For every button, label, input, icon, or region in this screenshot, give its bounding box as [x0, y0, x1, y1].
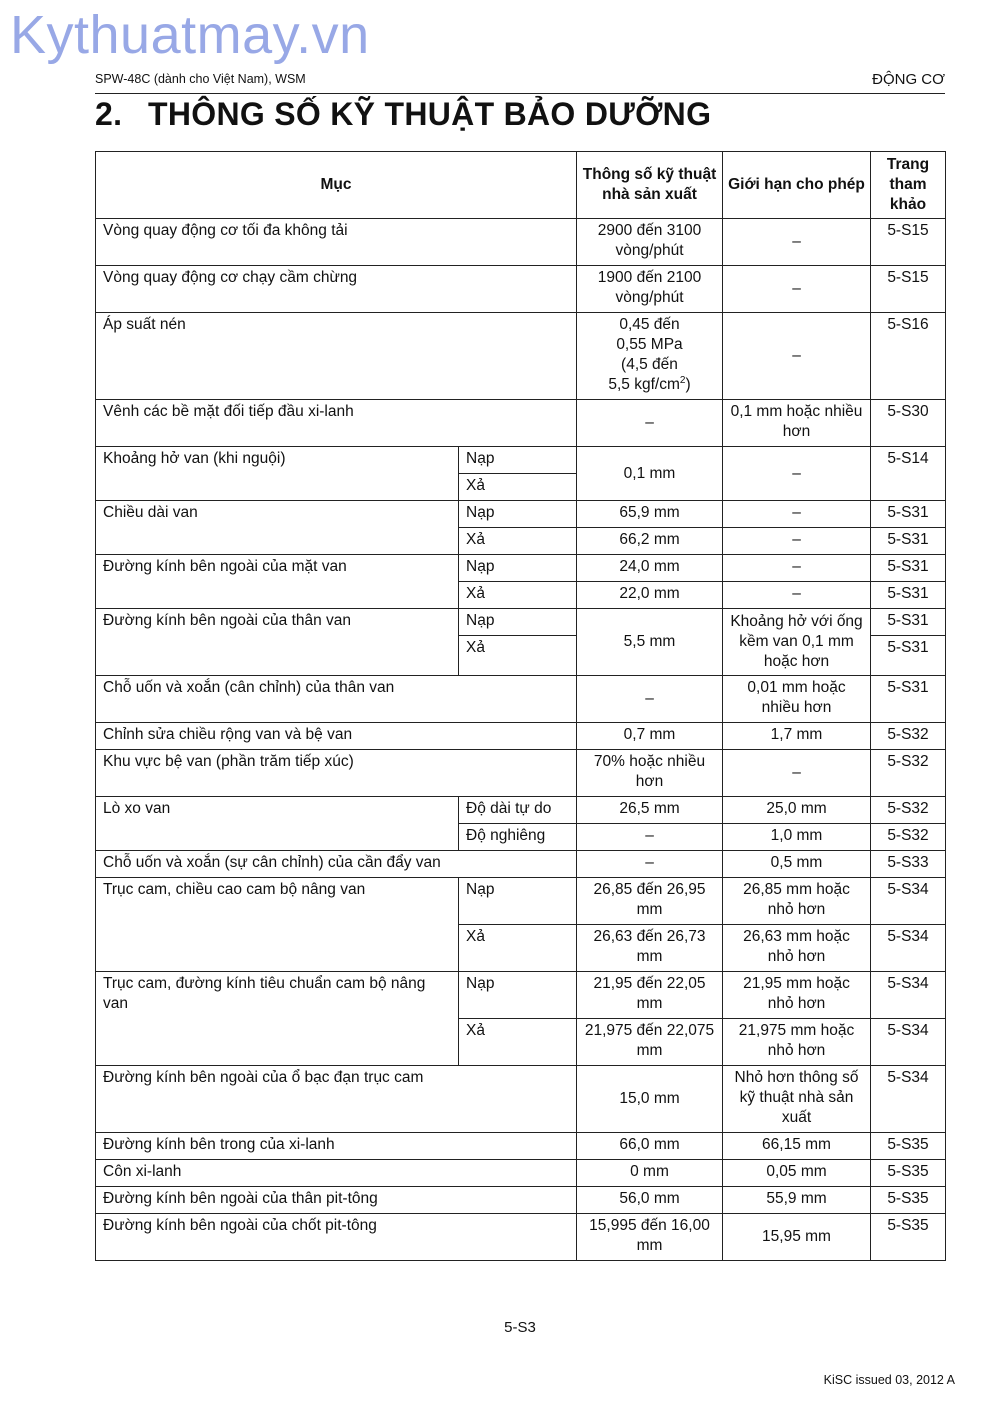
cell-spec: 26,85 đến 26,95 mm	[577, 878, 723, 925]
cell-item: Vòng quay động cơ chạy cầm chừng	[96, 266, 577, 313]
cell-limit: –	[723, 582, 871, 609]
cell-limit: 66,15 mm	[723, 1133, 871, 1160]
cell-limit: –	[723, 447, 871, 501]
header-limit: Giới hạn cho phép	[723, 152, 871, 219]
cell-sub: Độ dài tự do	[459, 797, 577, 824]
table-row	[96, 219, 946, 266]
cell-spec: 56,0 mm	[577, 1187, 723, 1214]
cell-spec: 1900 đến 2100 vòng/phút	[577, 266, 723, 313]
cell-page: 5-S33	[871, 851, 946, 878]
table-row	[96, 266, 946, 313]
cell-spec: 21,95 đến 22,05 mm	[577, 972, 723, 1019]
table-header-row	[96, 152, 946, 219]
cell-item: Đường kính bên ngoài của thân van	[96, 609, 459, 676]
cell-page: 5-S16	[871, 313, 946, 400]
cell-sub: Độ nghiêng	[459, 824, 577, 851]
cell-page: 5-S31	[871, 501, 946, 528]
cell-item: Chỉnh sửa chiều rộng van và bệ van	[96, 723, 577, 750]
cell-page: 5-S32	[871, 723, 946, 750]
cell-item: Khoảng hở van (khi nguội)	[96, 447, 459, 501]
table-row	[96, 1214, 946, 1261]
cell-page: 5-S34	[871, 1066, 946, 1133]
cell-spec: 66,0 mm	[577, 1133, 723, 1160]
table-row	[96, 878, 946, 925]
cell-page: 5-S32	[871, 750, 946, 797]
header-item: Mục	[96, 152, 577, 219]
cell-spec: –	[577, 400, 723, 447]
cell-spec: 26,5 mm	[577, 797, 723, 824]
cell-spec: 5,5 mm	[577, 609, 723, 676]
maintenance-spec-table	[95, 151, 946, 1261]
cell-limit: 26,85 mm hoặc nhỏ hơn	[723, 878, 871, 925]
cell-sub: Nạp	[459, 878, 577, 925]
cell-page: 5-S35	[871, 1214, 946, 1261]
cell-spec: –	[577, 676, 723, 723]
cell-spec: 22,0 mm	[577, 582, 723, 609]
cell-sub: Xả	[459, 474, 577, 501]
cell-page: 5-S31	[871, 582, 946, 609]
cell-spec: 15,995 đến 16,00 mm	[577, 1214, 723, 1261]
page-number: 5-S3	[504, 1319, 536, 1336]
cell-page: 5-S31	[871, 609, 946, 636]
cell-page: 5-S15	[871, 219, 946, 266]
cell-page: 5-S34	[871, 972, 946, 1019]
cell-limit: Nhỏ hơn thông số kỹ thuật nhà sản xuất	[723, 1066, 871, 1133]
cell-page: 5-S32	[871, 797, 946, 824]
cell-spec: 65,9 mm	[577, 501, 723, 528]
cell-page: 5-S31	[871, 636, 946, 676]
cell-spec: 70% hoặc nhiều hơn	[577, 750, 723, 797]
cell-item: Đường kính bên ngoài của chốt pit-tông	[96, 1214, 577, 1261]
cell-page: 5-S15	[871, 266, 946, 313]
table-row	[96, 851, 946, 878]
cell-limit: 1,7 mm	[723, 723, 871, 750]
cell-item: Trục cam, chiều cao cam bộ nâng van	[96, 878, 459, 972]
cell-item: Đường kính bên ngoài của mặt van	[96, 555, 459, 609]
issue-note: KiSC issued 03, 2012 A	[823, 1373, 955, 1387]
cell-page: 5-S35	[871, 1133, 946, 1160]
cell-spec: 0,1 mm	[577, 447, 723, 501]
table-row	[96, 972, 946, 1019]
table-row	[96, 1160, 946, 1187]
watermark: Kythuatmay.vn	[10, 5, 370, 65]
table-row	[96, 313, 946, 400]
cell-spec: –	[577, 851, 723, 878]
cell-page: 5-S30	[871, 400, 946, 447]
cell-limit: 0,01 mm hoặc nhiều hơn	[723, 676, 871, 723]
cell-spec: 26,63 đến 26,73 mm	[577, 925, 723, 972]
cell-spec: 15,0 mm	[577, 1066, 723, 1133]
cell-limit: –	[723, 266, 871, 313]
table-row	[96, 447, 946, 474]
cell-sub: Xả	[459, 925, 577, 972]
cell-limit: 21,95 mm hoặc nhỏ hơn	[723, 972, 871, 1019]
section-title	[95, 96, 711, 133]
cell-limit: 15,95 mm	[723, 1214, 871, 1261]
cell-page: 5-S32	[871, 824, 946, 851]
cell-sub: Xả	[459, 636, 577, 676]
cell-page: 5-S14	[871, 447, 946, 501]
cell-limit: –	[723, 528, 871, 555]
cell-spec: –	[577, 824, 723, 851]
cell-sub: Nạp	[459, 447, 577, 474]
cell-limit: 55,9 mm	[723, 1187, 871, 1214]
cell-page: 5-S31	[871, 555, 946, 582]
cell-limit: –	[723, 750, 871, 797]
cell-page: 5-S34	[871, 925, 946, 972]
table-row	[96, 501, 946, 528]
cell-sub: Xả	[459, 582, 577, 609]
cell-item: Đường kính bên ngoài của ổ bạc đạn trục cam	[96, 1066, 577, 1133]
cell-limit: –	[723, 501, 871, 528]
header-spec: Thông số kỹ thuật nhà sản xuất	[577, 152, 723, 219]
cell-spec: 0,45 đến 0,55 MPa (4,5 đến 5,5 kgf/$cm^2$)	[577, 313, 723, 400]
cell-limit: Khoảng hở với ống kềm van 0,1 mm hoặc hơn	[723, 609, 871, 676]
cell-page: 5-S35	[871, 1160, 946, 1187]
cell-item: Chỗ uốn và xoắn (sự cân chỉnh) của cần đẩy van	[96, 851, 577, 878]
table-row	[96, 400, 946, 447]
cell-limit: –	[723, 219, 871, 266]
cell-limit: 0,05 mm	[723, 1160, 871, 1187]
cell-spec: 24,0 mm	[577, 555, 723, 582]
cell-limit: –	[723, 555, 871, 582]
cell-item: Chỗ uốn và xoắn (cân chỉnh) của thân van	[96, 676, 577, 723]
section-number: 2.	[95, 96, 123, 132]
cell-limit: 0,1 mm hoặc nhiều hơn	[723, 400, 871, 447]
table-row	[96, 750, 946, 797]
cell-spec: 2900 đến 3100 vòng/phút	[577, 219, 723, 266]
table-row	[96, 609, 946, 636]
cell-page: 5-S35	[871, 1187, 946, 1214]
table-row	[96, 723, 946, 750]
cell-limit: 21,975 mm hoặc nhỏ hơn	[723, 1019, 871, 1066]
cell-item: Đường kính bên ngoài của thân pit-tông	[96, 1187, 577, 1214]
table-row	[96, 676, 946, 723]
cell-sub: Nạp	[459, 609, 577, 636]
cell-item: Lò xo van	[96, 797, 459, 851]
table-row	[96, 555, 946, 582]
cell-item: Vênh các bề mặt đối tiếp đầu xi-lanh	[96, 400, 577, 447]
table-row	[96, 797, 946, 824]
cell-limit: 0,5 mm	[723, 851, 871, 878]
cell-limit: 26,63 mm hoặc nhỏ hơn	[723, 925, 871, 972]
table-row	[96, 1133, 946, 1160]
cell-sub: Nạp	[459, 555, 577, 582]
cell-sub: Nạp	[459, 972, 577, 1019]
cell-item: Chiều dài van	[96, 501, 459, 555]
cell-spec: 0,7 mm	[577, 723, 723, 750]
cell-item: Trục cam, đường kính tiêu chuẩn cam bộ nâng van	[96, 972, 459, 1066]
cell-page: 5-S34	[871, 878, 946, 925]
header-section: ĐỘNG CƠ	[872, 71, 945, 88]
cell-sub: Xả	[459, 528, 577, 555]
cell-page: 5-S34	[871, 1019, 946, 1066]
header-rule	[95, 93, 945, 94]
cell-page: 5-S31	[871, 528, 946, 555]
cell-limit: –	[723, 313, 871, 400]
cell-item: Khu vực bệ van (phần trăm tiếp xúc)	[96, 750, 577, 797]
cell-spec: 0 mm	[577, 1160, 723, 1187]
cell-sub: Xả	[459, 1019, 577, 1066]
cell-spec: 21,975 đến 22,075 mm	[577, 1019, 723, 1066]
header-manual-name: SPW-48C (dành cho Việt Nam), WSM	[95, 72, 306, 86]
header-page: Trang tham khảo	[871, 152, 946, 219]
cell-item: Côn xi-lanh	[96, 1160, 577, 1187]
cell-item: Áp suất nén	[96, 313, 577, 400]
cell-spec: 66,2 mm	[577, 528, 723, 555]
cell-sub: Nạp	[459, 501, 577, 528]
cell-item: Đường kính bên trong của xi-lanh	[96, 1133, 577, 1160]
cell-item: Vòng quay động cơ tối đa không tải	[96, 219, 577, 266]
section-title-text: THÔNG SỐ KỸ THUẬT BẢO DƯỠNG	[148, 96, 712, 132]
cell-limit: 25,0 mm	[723, 797, 871, 824]
cell-page: 5-S31	[871, 676, 946, 723]
cell-limit: 1,0 mm	[723, 824, 871, 851]
table-row	[96, 1187, 946, 1214]
table-row	[96, 1066, 946, 1133]
